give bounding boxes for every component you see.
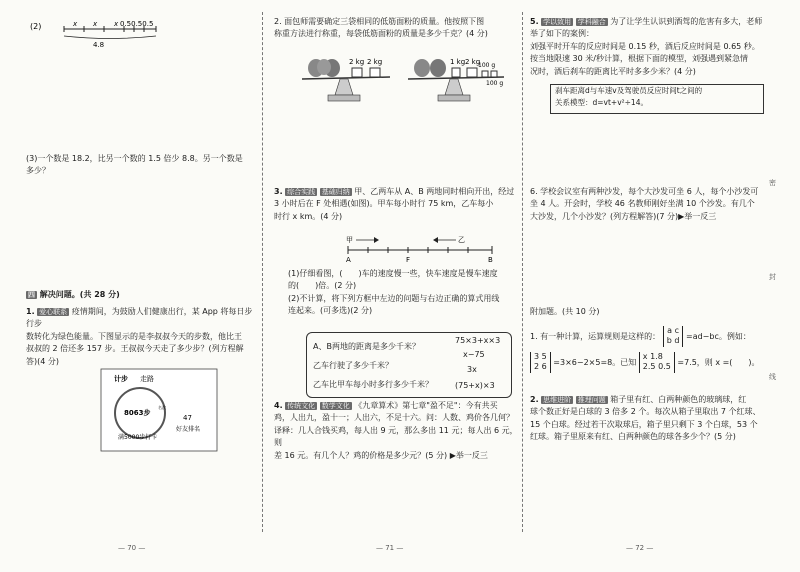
problem-4: 4. 传统文化 数学文化 《九章算术》第七章"盈不足"：今有共买 鸡，人出九，盈十一；人出六，不足十六。问：人数、鸡价各几何？ 译释：几人合钱买鸡，每人出 9 元，那么多出 11 元；每人出 6 元，则 差 16 元。有几个人？鸡的价格是多少元？(5 分) ▶举一反三 <box>274 401 518 460</box>
weight-icon <box>491 71 497 77</box>
bonus-problem-1: 1. 有一种计算，运算规则是这样的： a c b d =ad−bc。例如： <box>530 326 751 346</box>
step-counter-illustration <box>100 368 218 452</box>
segment-total: 4.8 <box>93 41 105 48</box>
page-divider-2 <box>522 12 523 532</box>
page-number-middle: — 71 — <box>376 544 404 552</box>
app-walk-label: 走路 <box>140 375 154 383</box>
problem-1: 1. 爱心联系 疫情期间，为鼓励人们健康出行，某 App 将每日步行步 数转化为绿色能量。下图显示的是李叔叔今天的步数，他比王 叔叔的 2 倍还多 157 步。王叔叔今天走了多少步？(列方程解 答)(4 分) <box>26 307 253 366</box>
topic-tag: 学科融合 <box>577 18 606 26</box>
middle-page <box>264 0 522 536</box>
seal-char-1: 密 <box>769 179 776 187</box>
motion-diagram <box>346 234 496 264</box>
topic-tag: 传统文化 <box>287 402 316 410</box>
seal-char-2: 封 <box>769 273 776 281</box>
arrow-right-icon <box>374 237 379 243</box>
weight-icon <box>482 71 488 77</box>
weight-icon <box>467 68 477 77</box>
total-brace <box>64 36 156 39</box>
weight-icon <box>370 68 380 77</box>
topic-tag: 数学文化 <box>321 402 350 410</box>
weight-icon <box>452 68 460 77</box>
flour-bag-icon <box>414 59 430 77</box>
q2-label: (2) <box>30 22 42 31</box>
scale-1 <box>302 58 390 101</box>
example-determinant: 3 5 2 6 <box>530 352 551 373</box>
topic-tag: 基础归纳 <box>321 188 350 196</box>
step-count: 8063步 <box>124 409 151 417</box>
point-b: B <box>488 256 493 264</box>
left-page <box>0 0 262 536</box>
match-question-2[interactable]: 乙车行驶了多少千米？ <box>313 361 393 370</box>
segment-label-4: 0.50.50.5 <box>120 20 154 28</box>
determinant-symbol: a c b d <box>663 326 684 347</box>
match-question-3[interactable]: 乙车比甲车每小时多行多少千米？ <box>313 380 433 389</box>
point-a: A <box>346 256 351 264</box>
weight-label-6: 100 g <box>486 80 504 87</box>
bonus-section-title: 附加题。(共 10 分) <box>530 307 600 316</box>
bonus-problem-1-example: 3 5 2 6 =3×6−2×5=8。已知 x 1.8 2.5 0.5 =7.5，则 x =( )。 <box>530 352 770 373</box>
match-expression-1[interactable]: 75×3+x×3 <box>455 336 501 345</box>
matching-box <box>306 332 512 398</box>
weight-label-5: 100 g <box>478 62 496 69</box>
arrow-left-icon <box>433 237 438 243</box>
match-question-1[interactable]: A、B两地的距离是多少千米？ <box>313 342 420 351</box>
problem-5: 5. 学以致用 学科融合 为了让学生认识到酒驾的危害有多大，老师举了如下的案例： 刘强平时开车的反应时间是 0.15 秒，酒后反应时间是 0.65 秒。 按当地限速 30 米/秒计算，根据下面的模型，刘强遇到紧急情 况时，酒后刹车的距离比平时多多少米？(4 分) <box>530 17 763 76</box>
weight-label-1: 2 kg <box>349 58 365 66</box>
page-divider-1 <box>262 12 263 532</box>
question-3: (3)一个数是 18.2，比另一个数的 1.5 倍少 8.8。另一个数是 多少？ <box>26 154 243 176</box>
scale-2 <box>408 58 504 101</box>
page-number-left: — 70 — <box>118 544 146 552</box>
friend-rank-label: 好友排名 <box>176 426 201 433</box>
weight-label-4: 2 kg <box>465 58 481 66</box>
problem-3: 3. 综合实践 基础归纳 甲、乙两车从 A、B 两地同时相向开出，经过 3 小时后在 F 处相遇(如图)。甲车每小时行 75 km，乙车每小 时行 x km。(4 分) <box>274 187 515 221</box>
point-f: F <box>406 256 411 264</box>
problem-6: 6. 学校会议室有两种沙发，每个大沙发可坐 6 人，每个小沙发可 坐 4 人。开会时，学校 46 名教师刚好坐满 10 个沙发。有几个 大沙发，几个小沙发？(列方程解答)(7 分)▶举一反三 <box>530 187 759 221</box>
balance-scales <box>292 55 512 103</box>
weight-label-3: 1 kg <box>450 58 466 66</box>
weight-icon <box>352 68 362 77</box>
match-expression-2[interactable]: x−75 <box>463 350 485 359</box>
car-jia-label: 甲 <box>346 236 353 244</box>
right-page <box>524 0 770 536</box>
section-number-badge: 四 <box>28 291 35 299</box>
topic-tag: 学以致用 <box>543 18 572 26</box>
segment-label-2: x <box>93 20 98 28</box>
segment-label-1: x <box>73 20 78 28</box>
problem-3-subquestions: (1)仔细看图，( )车的速度慢一些，快车速度是慢车速度 的( )倍。(2 分) (2)不计算，将下列方框中左边的问题与右边正确的算式用线 连起来。(可多选)(2 分) <box>288 269 500 316</box>
bonus-problem-2: 2. 思维进阶 推理问题 箱子里有红、白两种颜色的玻璃球，红 球个数正好是白球的 3 倍多 2 个。每次从箱子里取出 7 个红球、 15 个白球。经过若干次取球后，箱子里只剩下 3 个白球，53 个 红球。箱子里原来有红、白两种颜色的球各多少个？(5 分) <box>530 395 761 442</box>
app-title: 计步 <box>114 375 128 383</box>
weight-label-2: 2 kg <box>367 58 383 66</box>
topic-tag: 思维进阶 <box>543 396 572 404</box>
page-number-right: — 72 — <box>626 544 654 552</box>
rank-prefix: 名次 <box>158 405 166 410</box>
flour-bag-icon <box>317 59 331 75</box>
topic-tag: 综合实践 <box>287 188 316 196</box>
flour-bag-icon <box>430 59 446 77</box>
model-box: 刹车距离d与车速v及驾驶员反应时间t之间的 关系模型：d=vt+v²÷14。 <box>550 84 764 114</box>
car-yi-label: 乙 <box>458 236 465 244</box>
problem-2: 2. 面包师需要确定三袋相同的低筋面粉的质量。他按照下图 称重方法进行称重，每袋低筋面粉的质量是多少千克？(4 分) <box>274 17 488 39</box>
known-determinant: x 1.8 2.5 0.5 <box>639 352 675 373</box>
section-title: 四 解决问题。(共 28 分) <box>28 290 120 299</box>
segment-label-3: x <box>114 20 119 28</box>
topic-tag: 爱心联系 <box>39 308 68 316</box>
seal-char-3: 线 <box>769 373 776 381</box>
topic-tag: 推理问题 <box>577 396 606 404</box>
rank-number: 47 <box>183 414 192 422</box>
match-expression-4[interactable]: (75+x)×3 <box>455 381 495 390</box>
checkin-label: 满5000步打卡 <box>118 434 158 441</box>
match-expression-3[interactable]: 3x <box>467 365 477 374</box>
equation-diagram <box>30 16 160 48</box>
